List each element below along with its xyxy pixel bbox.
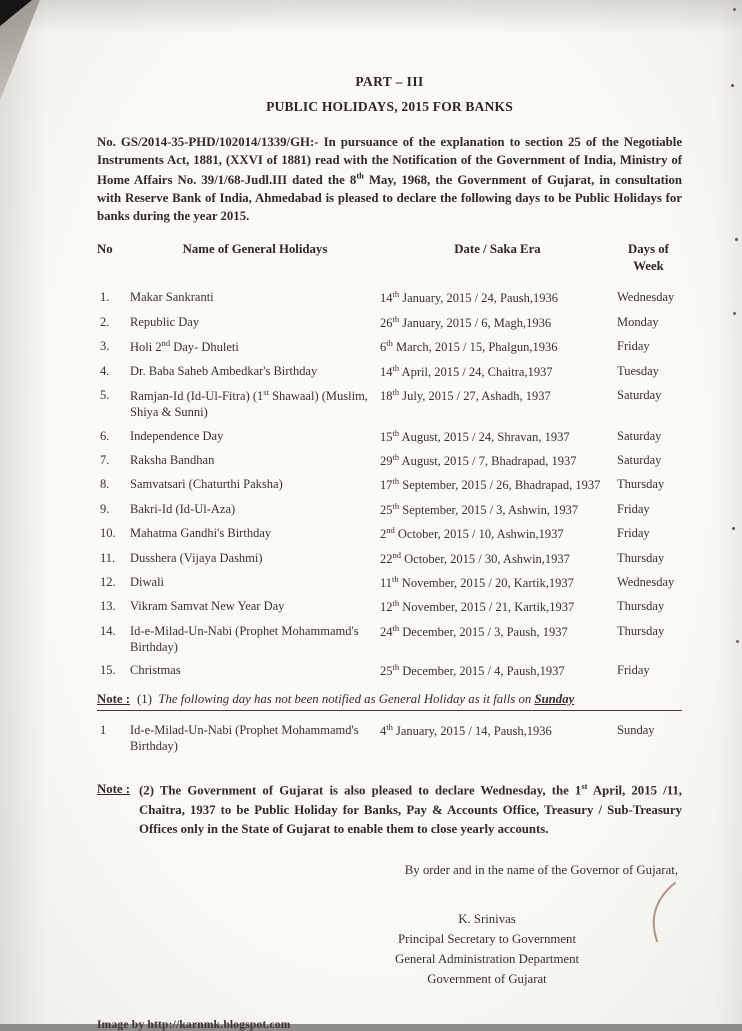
- cell-day: Saturday: [617, 452, 662, 467]
- part-title: PART – III: [355, 74, 424, 89]
- cell-name: Raksha Bandhan: [130, 452, 215, 467]
- cell-date: 12th November, 2015 / 21, Kartik,1937: [380, 598, 575, 615]
- cell-name: Christmas: [130, 663, 181, 678]
- signatory-name: K. Srinivas: [458, 912, 516, 927]
- cell-date: 15th August, 2015 / 24, Shravan, 1937: [380, 427, 570, 444]
- cell-date: 25th December, 2015 / 4, Paush,1937: [380, 662, 565, 679]
- cell-name: Dusshera (Vijaya Dashmi): [130, 550, 263, 565]
- cell-name: Id-e-Milad-Un-Nabi (Prophet Mohammamd's Birthday): [130, 722, 359, 753]
- note-1-sentence: The following day has not been notified as General Holiday as it falls on: [158, 691, 532, 706]
- note-2: [97, 780, 682, 839]
- cell-name: Holi 2nd Day- Dhuleti: [130, 338, 239, 355]
- cell-day: Friday: [617, 339, 650, 354]
- signature-block: [332, 910, 642, 989]
- cell-day: Thursday: [617, 599, 665, 614]
- document-title: PUBLIC HOLIDAYS, 2015 FOR BANKS: [266, 99, 513, 114]
- cell-day: Friday: [617, 501, 650, 516]
- cell-no: 11.: [100, 550, 116, 565]
- note-2-label: Note :: [97, 782, 131, 797]
- signatory-department: General Administration Department: [394, 951, 580, 966]
- cell-day: Saturday: [617, 387, 662, 402]
- cell-day: Saturday: [617, 428, 662, 443]
- cell-no: 1.: [100, 290, 110, 305]
- note-1-number: (1): [137, 691, 152, 706]
- order-line: By order and in the name of the Governor of Gujarat,: [404, 863, 678, 878]
- cell-no: 1: [100, 722, 107, 737]
- cell-date: 29th August, 2015 / 7, Bhadrapad, 1937: [380, 451, 577, 469]
- cell-name: Mahatma Gandhi's Birthday: [130, 526, 272, 541]
- cell-no: 2.: [100, 314, 110, 329]
- excluded-holiday-row: [97, 722, 682, 755]
- cell-no: 13.: [100, 599, 116, 614]
- note-1-line: [97, 692, 682, 711]
- cell-name: Diwali: [130, 575, 165, 590]
- cell-date: 25th September, 2015 / 3, Ashwin, 1937: [380, 500, 579, 517]
- cell-no: 12.: [100, 575, 116, 590]
- cell-no: 14.: [100, 623, 116, 638]
- scan-speck-artifacts: [731, 84, 734, 87]
- note-1-text: [137, 692, 574, 707]
- cell-date: 22nd October, 2015 / 30, Ashwin,1937: [380, 549, 570, 566]
- note-1-sunday: Sunday: [534, 691, 575, 706]
- cell-no: 5.: [100, 387, 110, 402]
- cell-no: 8.: [100, 477, 110, 492]
- holiday-table: [97, 241, 682, 680]
- column-header-no: No: [97, 242, 113, 257]
- cell-name: Id-e-Milad-Un-Nabi (Prophet Mohammamd's Birthday): [130, 623, 359, 655]
- note-2-body: (2) The Government of Gujarat is also pleased to declare Wednesday, the 1st April, 2015 /11, Chaitra, 1937 to be Public Holiday for Banks, Pay & Accounts Office, Treasury / Sub-Treasury Offices only in the State of Gujarat to enable them to close yearly accounts.: [139, 781, 682, 836]
- cell-date: 17th September, 2015 / 26, Bhadrapad, 1937: [380, 476, 601, 493]
- column-header-day: Days of Week: [628, 242, 669, 273]
- cell-date: 2nd October, 2015 / 10, Ashwin,1937: [380, 525, 564, 542]
- cell-date: 11th November, 2015 / 20, Kartik,1937: [380, 574, 574, 591]
- reference-number: No. GS/2014-35-PHD/102014/1339/GH:-: [97, 135, 319, 149]
- cell-name: Ramjan-Id (Id-Ul-Fitra) (1st Shawaal) (Muslim, Shiya & Sunni): [130, 386, 368, 420]
- cell-no: 4.: [100, 363, 110, 378]
- cell-name: Dr. Baba Saheb Ambedkar's Birthday: [130, 363, 318, 378]
- cell-name: Samvatsari (Chaturthi Paksha): [130, 477, 283, 492]
- cell-name: Makar Sankranti: [130, 290, 214, 305]
- cell-day: Thursday: [617, 550, 665, 565]
- cell-day: Thursday: [617, 477, 665, 492]
- intro-body: In pursuance of the explanation to section 25 of the Negotiable Instruments Act, 1881, (XXVI of 1881) read with the Notification of the Government of India, Ministry of Home Affairs No. 39/1/68-Judl.III dated the 8th May, 1968, the Government of Gujarat, in consultation with Reserve Bank of India, Ahmedabad is pleased to declare the following days to be Public Holidays for banks during the year 2015.: [97, 135, 682, 223]
- cell-date: 24th December, 2015 / 3, Paush, 1937: [380, 622, 568, 639]
- watermark-credit: Image by http://karnmk.blogspot.com: [97, 1019, 291, 1031]
- cell-day: Friday: [617, 526, 650, 541]
- cell-no: 15.: [100, 663, 116, 678]
- cell-day: Wednesday: [617, 290, 675, 305]
- cell-day: Wednesday: [617, 575, 675, 590]
- note-1-label: Note :: [97, 691, 131, 706]
- cell-no: 7.: [100, 452, 110, 467]
- cell-day: Thursday: [617, 623, 665, 638]
- intro-paragraph: [97, 133, 682, 225]
- cell-day: Tuesday: [617, 363, 659, 378]
- cell-name: Independence Day: [130, 428, 224, 443]
- cell-date: 18th July, 2015 / 27, Ashadh, 1937: [380, 386, 551, 404]
- cell-no: 9.: [100, 501, 110, 516]
- cell-date: 14th January, 2015 / 24, Paush,1936: [380, 289, 559, 306]
- signatory-government: Government of Gujarat: [427, 971, 547, 986]
- scan-corner-artifact: [0, 0, 32, 26]
- column-header-name: Name of General Holidays: [182, 242, 328, 257]
- cell-name: Vikram Samvat New Year Day: [130, 599, 285, 614]
- document-content: [97, 74, 682, 1031]
- cell-date: 14th April, 2015 / 24, Chaitra,1937: [380, 362, 553, 379]
- cell-day: Monday: [617, 314, 659, 329]
- cell-no: 6.: [100, 428, 110, 443]
- cell-date: 4th January, 2015 / 14, Paush,1936: [380, 721, 552, 738]
- cell-name: Bakri-Id (Id-Ul-Aza): [130, 501, 236, 516]
- cell-name: Republic Day: [130, 314, 200, 329]
- cell-day: Sunday: [617, 722, 655, 737]
- cell-date: 6th March, 2015 / 15, Phalgun,1936: [380, 338, 558, 355]
- signatory-designation: Principal Secretary to Government: [397, 931, 577, 946]
- cell-day: Friday: [617, 663, 650, 678]
- cell-no: 10.: [100, 526, 116, 541]
- column-header-date: Date / Saka Era: [454, 242, 541, 257]
- cell-no: 3.: [100, 339, 110, 354]
- cell-date: 26th January, 2015 / 6, Magh,1936: [380, 313, 552, 330]
